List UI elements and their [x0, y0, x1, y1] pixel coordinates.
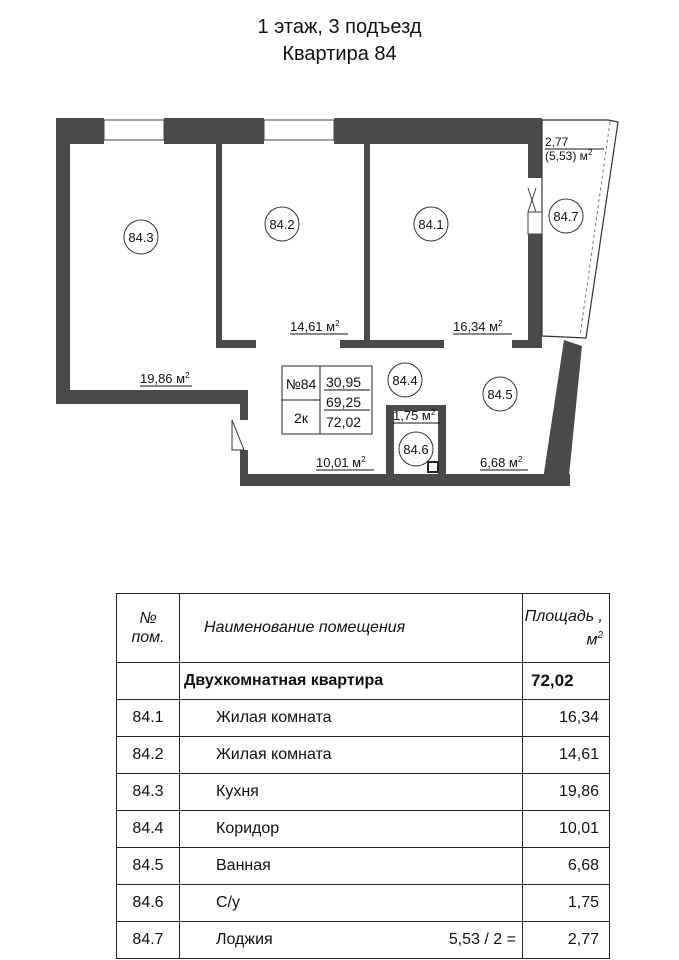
apartment-title: Квартира 84	[282, 43, 397, 65]
total-number-cell	[117, 663, 180, 700]
partition-bottom-3	[512, 340, 542, 348]
room-area-84-7-total: (5,53) $м^2$	[545, 148, 593, 163]
loggia-door-frame	[528, 212, 542, 234]
bath-wall-right	[438, 405, 446, 477]
row-area: 1,75	[523, 885, 610, 922]
header-number-text: № пом.	[131, 610, 165, 646]
room-area-84-2: 14,61 $м^2$	[290, 319, 340, 334]
partition-bottom-1	[216, 340, 256, 348]
room-area-84-4: 10,01 $м^2$	[316, 455, 366, 470]
header-area-sup: 2	[597, 629, 603, 641]
row-area: 16,34	[523, 700, 610, 737]
row-area: 2,77	[523, 922, 610, 959]
wall-corridor-left-upper	[240, 390, 248, 420]
row-area: 6,68	[523, 848, 610, 885]
row-name: Жилая комната	[180, 737, 523, 774]
loggia-door	[528, 188, 536, 212]
table-total-row	[117, 663, 610, 700]
wall-top-3	[334, 118, 542, 144]
wall-left	[56, 118, 70, 402]
window-2	[264, 120, 334, 140]
total-name: Двухкомнатная квартира	[180, 663, 523, 700]
row-number: 84.3	[117, 774, 180, 811]
row-name: Жилая комната	[180, 700, 523, 737]
table-row	[117, 774, 610, 811]
room-area-84-6: 1,75 $м^2$	[393, 408, 436, 423]
row-area: 19,86	[523, 774, 610, 811]
partition-1	[216, 144, 222, 344]
row-calc: 5,53 / 2 =	[448, 931, 516, 948]
row-name: Ванная	[180, 848, 523, 885]
room-id-84-1: 84.1	[418, 217, 444, 232]
row-number: 84.5	[117, 848, 180, 885]
total-area: 72,02	[523, 663, 610, 700]
header-number	[117, 594, 180, 663]
room-id-84-2: 84.2	[269, 217, 295, 232]
row-name	[180, 922, 523, 959]
summary-number: №84	[285, 376, 317, 392]
wall-top-1	[56, 118, 104, 144]
header-area-text: Площадь , м	[524, 607, 603, 649]
row-number: 84.4	[117, 811, 180, 848]
table-row	[117, 848, 610, 885]
row-number: 84.2	[117, 737, 180, 774]
wall-kitchen-bottom	[56, 390, 242, 404]
room-id-84-4: 84.4	[392, 373, 418, 388]
row-number: 84.6	[117, 885, 180, 922]
row-name: С/у	[180, 885, 523, 922]
header-area	[523, 594, 610, 663]
room-area-84-1: 16,34 $м^2$	[453, 319, 503, 334]
row-number: 84.7	[117, 922, 180, 959]
row-number: 84.1	[117, 700, 180, 737]
row-area: 10,01	[523, 811, 610, 848]
table-row	[117, 811, 610, 848]
wall-top-2	[164, 118, 264, 144]
wall-bottom	[240, 474, 570, 486]
room-area-84-5: 6,68 $м^2$	[480, 455, 523, 470]
partition-bottom-2	[340, 340, 444, 348]
room-area-84-3: 19,86 $м^2$	[140, 371, 190, 386]
wall-right-lower	[542, 340, 582, 486]
room-id-84-3: 84.3	[128, 230, 154, 245]
floor-entrance-title: 1 этаж, 3 подъезд	[257, 16, 422, 38]
summary-living: 30,95	[326, 374, 362, 390]
partition-2	[364, 144, 370, 344]
rooms-table	[116, 593, 610, 959]
wall-top-right	[528, 118, 542, 178]
header-name: Наименование помещения	[180, 594, 523, 663]
entry-door	[232, 420, 244, 450]
row-name: Кухня	[180, 774, 523, 811]
room-id-84-5: 84.5	[487, 387, 513, 402]
wall-right-upper	[528, 232, 542, 342]
room-area-84-7: 2,77	[545, 135, 569, 149]
summary-total: 72,02	[326, 414, 362, 430]
table-row	[117, 700, 610, 737]
table-row	[117, 737, 610, 774]
row-area: 14,61	[523, 737, 610, 774]
summary-rooms: 2к	[294, 410, 308, 426]
table-header-row	[117, 594, 610, 663]
room-id-84-7: 84.7	[553, 209, 579, 224]
table-row	[117, 885, 610, 922]
table-row	[117, 922, 610, 959]
row-name: Коридор	[180, 811, 523, 848]
room-id-84-6: 84.6	[403, 442, 429, 457]
summary-without-balcony: 69,25	[326, 394, 362, 410]
row-name-text: Лоджия	[216, 931, 273, 948]
wc-fixture	[428, 462, 438, 472]
window-1	[104, 120, 164, 140]
